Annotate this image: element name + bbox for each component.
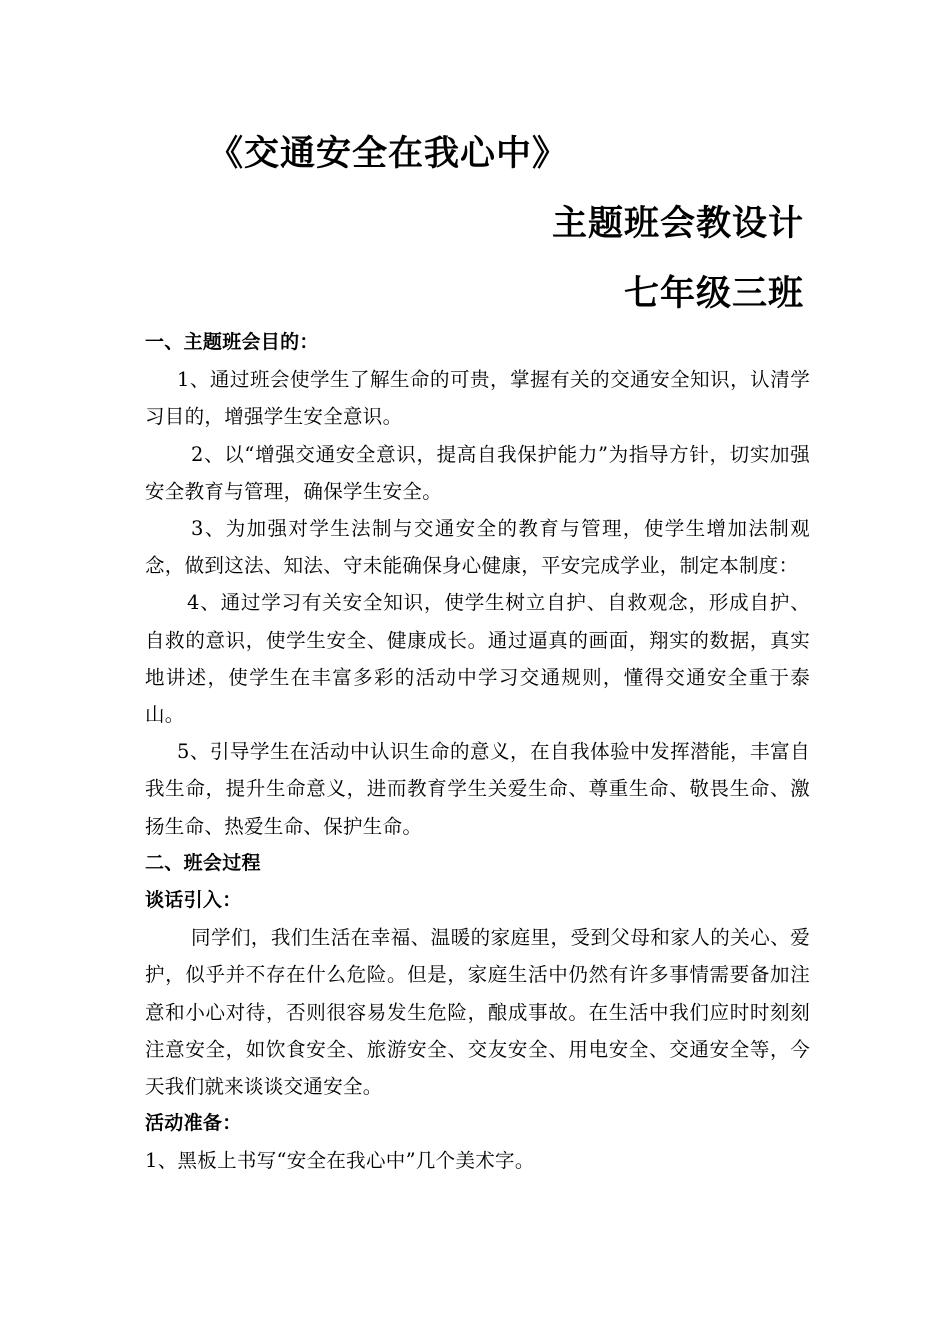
intro-heading: 谈话引入：: [145, 889, 242, 912]
purpose-item-5: 5、引导学生在活动中认识生命的意义，在自我体验中发挥潜能，丰富自我生命，提升生命意义，进而教育学生关爱生命、尊重生命、敬畏生命、激扬生命、热爱生命、保护生命。: [145, 740, 810, 838]
section-heading-purpose: 一、主题班会目的：: [145, 331, 319, 353]
document-class-label: 七年级三班: [623, 273, 804, 314]
document-body: [145, 324, 810, 1180]
purpose-item-1: 1、通过班会使学生了解生命的可贵，掌握有关的交通安全知识，认清学习目的，增强学生安全意识。: [145, 368, 810, 429]
purpose-item-4: 4、通过学习有关安全知识，使学生树立自护、自救观念，形成自护、自救的意识，使学生安全、健康成长。通过逼真的画面，翔实的数据，真实地讲述，使学生在丰富多彩的活动中学习交通规则，懂得交通安全重于泰山。: [145, 591, 810, 727]
section-heading-process: 二、班会过程: [145, 851, 261, 874]
prep-heading: 活动准备：: [145, 1112, 242, 1135]
purpose-item-3: 3、为加强对学生法制与交通安全的教育与管理，使学生增加法制观念，做到这法、知法、守未能确保身心健康，平安完成学业，制定本制度：: [145, 517, 810, 578]
document-title: 《交通安全在我心中》: [208, 133, 569, 174]
prep-item-1: 1、黑板上书写“安全在我心中”几个美术字。: [145, 1149, 535, 1173]
intro-paragraph: 同学们，我们生活在幸福、温暖的家庭里，受到父母和家人的关心、爱护，似乎并不存在什么危险。但是，家庭生活中仍然有许多事情需要备加注意和小心对待，否则很容易发生危险，酿成事故。在生活中我们应时时刻刻注意安全，如饮食安全、旅游安全、交友安全、用电安全、交通安全等，今天我们就来谈谈交通安全。: [145, 926, 810, 1099]
purpose-item-2: 2、以“增强交通安全意识，提高自我保护能力”为指导方针，切实加强安全教育与管理，确保学生安全。: [145, 442, 810, 503]
document-subtitle: 主题班会教设计: [551, 203, 804, 244]
